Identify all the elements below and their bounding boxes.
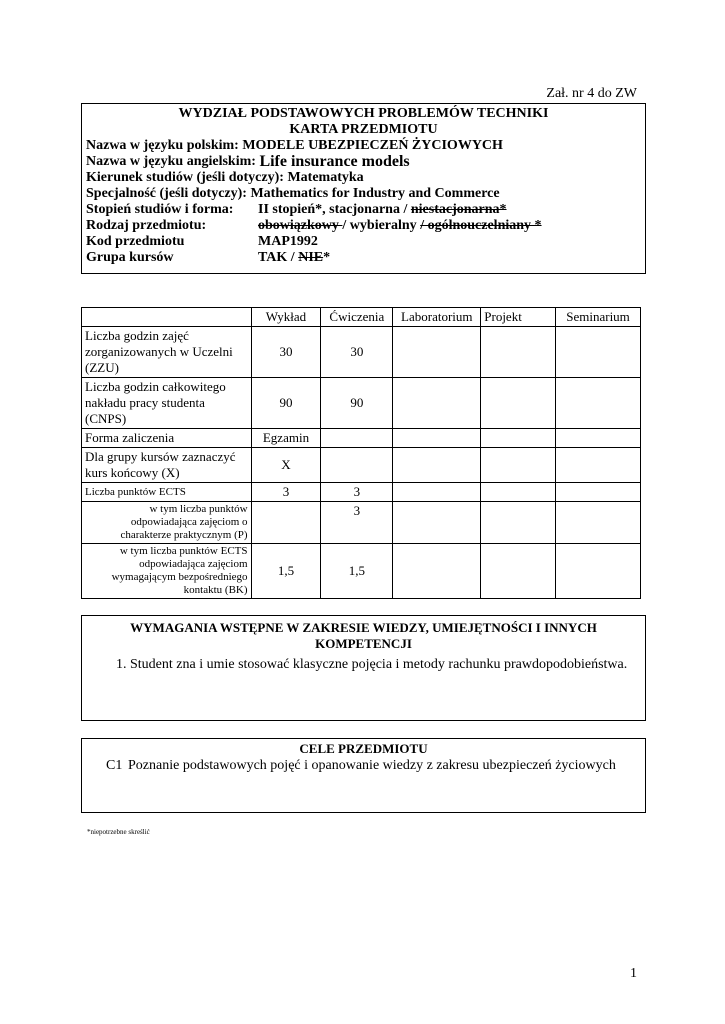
table-cell: 3	[321, 483, 393, 502]
table-cell	[556, 502, 641, 544]
type-struck-2: / ogólnouczelniany *	[420, 218, 542, 233]
code-label: Kod przedmiotu	[86, 234, 185, 249]
table-cell	[393, 448, 481, 483]
table-cell	[393, 483, 481, 502]
table-header-cell: Laboratorium	[393, 308, 481, 327]
table-cell	[393, 378, 481, 429]
goal-code: C1	[106, 758, 123, 773]
table-row	[82, 378, 641, 429]
table-row	[82, 483, 641, 502]
polish-name-row	[86, 138, 641, 154]
type-struck-1: obowiązkowy	[258, 218, 343, 233]
table-cell: 90	[321, 378, 393, 429]
card-title: KARTA PRZEDMIOTU	[289, 122, 438, 137]
row-label: Liczba godzin zajęć zorganizowanych w Uczelni (ZZU)	[82, 327, 252, 378]
attachment-note: Zał. nr 4 do ZW	[546, 86, 637, 101]
code-row	[86, 234, 641, 250]
table-cell	[481, 544, 556, 599]
field-row	[86, 170, 641, 186]
course-header	[81, 103, 646, 274]
table-cell	[481, 448, 556, 483]
faculty-name: WYDZIAŁ PODSTAWOWYCH PROBLEMÓW TECHNIKI	[178, 106, 549, 121]
table-row	[82, 502, 641, 544]
table-cell	[393, 544, 481, 599]
page-number: 1	[630, 966, 637, 981]
table-cell: 3	[321, 502, 393, 544]
table-cell: 1,5	[321, 544, 393, 599]
table-cell: 1,5	[251, 544, 321, 599]
group-row	[86, 250, 641, 266]
table-cell: Egzamin	[251, 429, 321, 448]
field-value: Matematyka	[287, 170, 364, 185]
level-value: II stopień*, stacjonarna /	[258, 202, 411, 217]
table-cell	[556, 429, 641, 448]
table-cell	[556, 448, 641, 483]
table-header-cell: Seminarium	[556, 308, 641, 327]
table-cell	[481, 429, 556, 448]
table-row	[82, 429, 641, 448]
table-header-cell: Projekt	[481, 308, 556, 327]
table-cell	[556, 544, 641, 599]
type-label: Rodzaj przedmiotu:	[86, 218, 207, 233]
table-cell	[393, 327, 481, 378]
table-cell	[481, 502, 556, 544]
table-cell	[393, 502, 481, 544]
spec-row	[86, 186, 641, 202]
table-cell	[393, 429, 481, 448]
table-cell: X	[251, 448, 321, 483]
row-label: Liczba punktów ECTS	[82, 483, 252, 502]
table-cell: 90	[251, 378, 321, 429]
type-row	[86, 218, 641, 234]
table-cell	[556, 378, 641, 429]
group-label: Grupa kursów	[86, 250, 174, 265]
type-value: / wybieralny	[342, 218, 421, 233]
polish-name-value: MODELE UBEZPIECZEŃ ŻYCIOWYCH	[242, 138, 503, 153]
table-cell	[481, 378, 556, 429]
table-row	[82, 448, 641, 483]
row-label: w tym liczba punktów odpowiadająca zajęciom o charakterze praktycznym (P)	[82, 502, 252, 544]
table-cell: 30	[251, 327, 321, 378]
goals-section	[81, 738, 646, 813]
table-cell	[321, 448, 393, 483]
table-header-row	[82, 308, 641, 327]
table-header-cell: Ćwiczenia	[321, 308, 393, 327]
group-suffix: *	[323, 250, 331, 265]
table-cell	[556, 327, 641, 378]
requirements-list	[90, 656, 637, 674]
polish-name-label: Nazwa w języku polskim:	[86, 138, 239, 153]
table-cell	[481, 327, 556, 378]
goal-text: Poznanie podstawowych pojęć i opanowanie wiedzy z zakresu ubezpieczeń życiowych	[128, 758, 616, 773]
requirement-item: 1. Student zna i umie stosować klasyczne pojęcia i metody rachunku prawdopodobieństwa.	[130, 656, 637, 674]
table-cell	[556, 483, 641, 502]
footnote: *niepotrzebne skreślić	[87, 828, 150, 836]
english-name-value: Life insurance models	[259, 153, 410, 170]
group-value: TAK /	[258, 250, 299, 265]
level-row	[86, 202, 641, 218]
level-struck: niestacjonarna*	[410, 202, 507, 217]
row-label: w tym liczba punktów ECTS odpowiadająca zajęciom wymagającym bezpośredniego kontaktu (BK)	[82, 544, 252, 599]
english-name-label: Nazwa w języku angielskim:	[86, 154, 256, 169]
table-header-cell	[82, 308, 252, 327]
row-label: Dla grupy kursów zaznaczyć kurs końcowy (X)	[82, 448, 252, 483]
table-cell: 30	[321, 327, 393, 378]
level-label: Stopień studiów i forma:	[86, 202, 234, 217]
table-row	[82, 327, 641, 378]
requirements-title: WYMAGANIA WSTĘPNE W ZAKRESIE WIEDZY, UMIEJĘTNOŚCI I INNYCH KOMPETENCJI	[130, 620, 597, 651]
table-cell	[481, 483, 556, 502]
spec-value: Mathematics for Industry and Commerce	[250, 186, 500, 201]
spec-label: Specjalność (jeśli dotyczy):	[86, 186, 247, 201]
table-cell	[251, 502, 321, 544]
goals-title: CELE PRZEDMIOTU	[299, 741, 428, 756]
english-name-row	[86, 154, 641, 170]
row-label: Liczba godzin całkowitego nakładu pracy studenta (CNPS)	[82, 378, 252, 429]
hours-table	[81, 307, 641, 599]
table-cell: 3	[251, 483, 321, 502]
field-label: Kierunek studiów (jeśli dotyczy):	[86, 170, 284, 185]
group-struck: NIE	[298, 250, 324, 265]
table-row	[82, 544, 641, 599]
code-value: MAP1992	[258, 234, 318, 249]
requirements-section	[81, 615, 646, 721]
row-label: Forma zaliczenia	[82, 429, 252, 448]
goal-item	[90, 757, 637, 775]
table-cell	[321, 429, 393, 448]
table-header-cell: Wykład	[251, 308, 321, 327]
